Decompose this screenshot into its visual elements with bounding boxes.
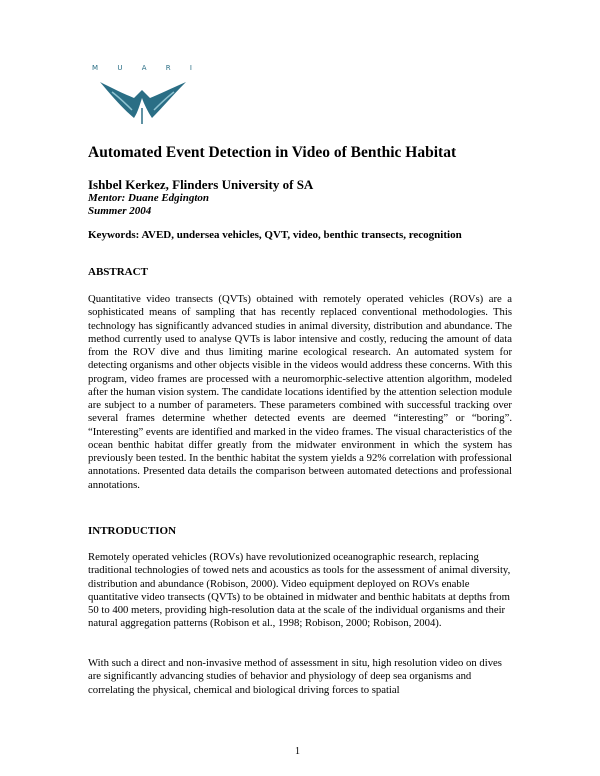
author-line: Ishbel Kerkez, Flinders University of SA — [88, 177, 314, 192]
logo-letter: R — [165, 64, 171, 72]
page-number: 1 — [295, 746, 300, 757]
abstract-heading: ABSTRACT — [88, 266, 148, 278]
mentor-line: Mentor: Duane Edgington — [88, 192, 210, 204]
mbari-logo — [92, 64, 202, 130]
logo-letter: I — [189, 64, 192, 72]
paper-title: Automated Event Detection in Video of Benthic Habitat — [88, 144, 457, 161]
keywords-line: Keywords: AVED, undersea vehicles, QVT, video, benthic transects, recognition — [88, 229, 462, 241]
logo-letter: M — [92, 64, 99, 72]
intro-paragraph: Remotely operated vehicles (ROVs) have revolutionized oceanographic research, replacing traditional technologies of towed nets and acoustics as tools for the assessment of animal diversity, distribution and abundance (Robison, 2000). Video equipment deployed on ROVs enable quantitative video transects (QVTs) to be obtained in midwater and benthic habitats at depths from 50 to 400 meters, providing high-resolution data at the scale of the individual organisms and their natural aggregation patterns (Robison et al., 1998; Robison, 2000; Robison, 2004). — [88, 551, 511, 630]
abstract-paragraph: Quantitative video transects (QVTs) obtained with remotely operated vehicles (ROVs) are a sophisticated means of sampling that has recently replaced conventional methodologies. This technology has significantly advanced studies in animal diversity, distribution and abundance. The method currently used to analyse QVTs is labor intensive and costly, reducing the amount of data from the ROV dive and thus limiting marine ecological research. An automated system for detecting organisms and other objects visible in the videos would address these concerns. With this program, video frames are processed with a neuromorphic-selective attention algorithm, modeled after the human vision system. The candidate locations identified by the attention selection module are subject to a number of parameters. These parameters combined with successful tracking over several frames determine whether detected events are deemed “interesting” or “boring”. “Interesting” events are identified and marked in the video frames. The visual characteristics of the ocean benthic habitat differ greatly from the midwater environment in which the system has previously been tested. In the benthic habitat the system yields a 92% correlation with professional annotations. Presented data details the comparison between automated detections and professional annotations. — [88, 293, 512, 491]
season-line: Summer 2004 — [88, 205, 152, 217]
introduction-heading: INTRODUCTION — [88, 525, 177, 537]
manta-ray-icon — [98, 78, 190, 126]
logo-letters — [92, 64, 192, 72]
logo-letter: U — [117, 64, 123, 72]
logo-letter: A — [141, 64, 147, 72]
intro-paragraph: With such a direct and non-invasive method of assessment in situ, high resolution video on dives are significantly advancing studies of behavior and physiology of deep sea organisms and correlating the physical, chemical and biological driving forces to spatial — [88, 657, 502, 696]
